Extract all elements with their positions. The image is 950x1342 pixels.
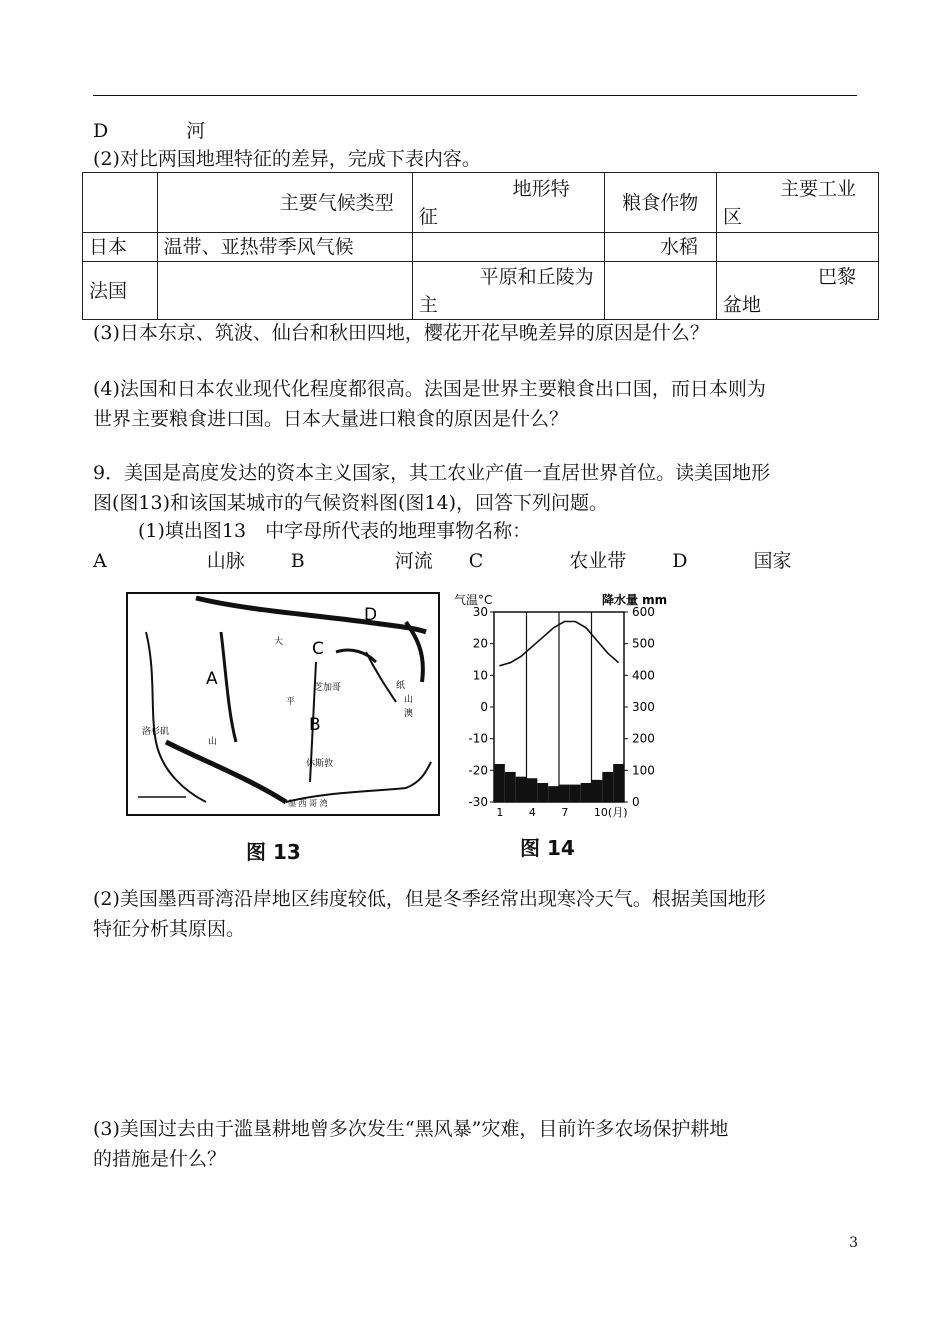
comparison-table xyxy=(82,172,879,320)
precip-bar xyxy=(494,764,505,802)
y-right-tick-label: 0 xyxy=(632,795,640,809)
map-label-houston: 休斯敦 xyxy=(306,759,334,769)
map-label-gulf: 墨 西 哥 湾 xyxy=(288,799,328,808)
precip-bar xyxy=(602,772,613,802)
page-number: 3 xyxy=(849,1235,858,1251)
fill-letter-b: B xyxy=(290,550,305,572)
cell-terrain xyxy=(412,233,604,262)
fill-answer-a: 山脉 xyxy=(206,550,245,572)
precip-bar xyxy=(527,778,538,802)
y-left-label: 气温°C xyxy=(454,593,493,607)
y-right-tick-label: 100 xyxy=(632,763,655,778)
precip-bar xyxy=(548,786,559,802)
y-left-tick-label: 10 xyxy=(472,668,488,683)
fig13-caption: 图 13 xyxy=(246,840,301,864)
fill-letter-c: C xyxy=(468,550,484,572)
precip-bar xyxy=(537,783,548,802)
map-label-da: 大 xyxy=(274,637,284,647)
y-right-label: 降水量 mm xyxy=(602,593,668,607)
map-label-d: D xyxy=(364,605,378,625)
y-right-tick-label: 600 xyxy=(632,605,655,619)
q9-intro-line2: 图(图13)和该国某城市的气候资料图(图14)，回答下列问题。 xyxy=(93,492,609,514)
precip-bar xyxy=(505,772,516,802)
map-label-la: 洛杉矶 xyxy=(142,727,170,737)
fill-letter-a: A xyxy=(93,550,107,572)
y-right-tick-label: 400 xyxy=(632,668,655,683)
y-right-tick-label: 200 xyxy=(632,731,655,746)
cell-terrain: 平原和丘陵为 主 xyxy=(412,262,604,320)
fill-answer-d: 国家 xyxy=(753,550,792,572)
cell-climate: 温带、亚热带季风气候 xyxy=(157,233,412,262)
precip-bar xyxy=(581,783,592,802)
q9-part2-line1: (2)美国墨西哥湾沿岸地区纬度较低，但是冬季经常出现寒冷天气。根据美国地形 xyxy=(93,888,766,910)
q8-part2-prompt: (2)对比两国地理特征的差异，完成下表内容。 xyxy=(93,148,481,170)
table-corner xyxy=(83,173,158,233)
fill-answer-c: 农业带 xyxy=(569,550,627,572)
q9-part2-line2: 特征分析其原因。 xyxy=(93,918,246,940)
th-terrain: 地形特 征 xyxy=(412,173,604,233)
precip-bar xyxy=(559,785,570,802)
q8-part4-line2: 世界主要粮食进口国。日本大量进口粮食的原因是什么？ xyxy=(93,408,569,430)
map-label-shan: 山 xyxy=(208,737,218,747)
cell-crop: 水稻 xyxy=(604,233,716,262)
th-crop: 粮食作物 xyxy=(604,173,716,233)
y-left-tick-label: -30 xyxy=(468,795,488,809)
y-left-tick-label: 0 xyxy=(480,700,488,714)
th-climate: 主要气候类型 xyxy=(157,173,412,233)
map-label-chicago: 芝加哥 xyxy=(314,683,342,693)
y-left-tick-label: -10 xyxy=(468,731,488,746)
q9-part3-line1: (3)美国过去由于滥垦耕地曾多次发生“黑风暴”灾难，目前许多农场保护耕地 xyxy=(93,1118,729,1140)
cell-climate xyxy=(157,262,412,320)
x-tick-label: 7 xyxy=(561,806,569,819)
cell-country: 日本 xyxy=(83,233,158,262)
map-label-shan2: 山 xyxy=(404,695,414,705)
cell-industry xyxy=(716,233,878,262)
y-right-tick-label: 500 xyxy=(632,636,655,651)
d-answer: 河 xyxy=(186,120,206,142)
q9-fill-line xyxy=(93,548,792,574)
map-label-b: B xyxy=(309,715,321,735)
header-rule xyxy=(93,95,857,96)
map-label-ping: 平 xyxy=(286,697,296,707)
y-left-tick-label: 20 xyxy=(472,636,488,651)
fill-letter-d: D xyxy=(672,550,688,572)
map-label-c: C xyxy=(312,639,324,659)
map-label-ao: 澳 xyxy=(404,709,414,719)
q8-part3: (3)日本东京、筑波、仙台和秋田四地，樱花开花早晚差异的原因是什么？ xyxy=(93,322,709,344)
y-right-tick-label: 300 xyxy=(632,700,655,714)
precip-bar xyxy=(516,777,527,802)
map-label-zhi: 纸 xyxy=(396,681,406,691)
x-tick-label: 10(月) xyxy=(593,806,628,819)
precip-bar xyxy=(592,780,603,802)
cell-country: 法国 xyxy=(83,262,158,320)
q9-intro-line1: 9．美国是高度发达的资本主义国家，其工农业产值一直居世界首位。读美国地形 xyxy=(93,462,771,484)
q9-part3-line2: 的措施是什么？ xyxy=(93,1148,227,1170)
map-label-a: A xyxy=(206,669,218,689)
cell-crop xyxy=(604,262,716,320)
precip-bar xyxy=(613,764,624,802)
cell-industry: 巴黎 盆地 xyxy=(716,262,878,320)
fig14-caption: 图 14 xyxy=(520,836,575,860)
x-tick-label: 1 xyxy=(496,806,504,819)
y-left-tick-label: -20 xyxy=(468,763,488,778)
fill-answer-b: 河流 xyxy=(394,550,433,572)
x-tick-label: 4 xyxy=(528,806,536,819)
y-left-tick-label: 30 xyxy=(472,605,488,619)
table-row xyxy=(83,262,879,320)
q9-part1-prompt: (1)填出图13 中字母所代表的地理事物名称： xyxy=(138,520,532,542)
table-row xyxy=(83,233,879,262)
climate-chart xyxy=(452,592,702,820)
q8-d-answer-line xyxy=(93,118,205,144)
d-label: D xyxy=(93,120,109,142)
th-industry: 主要工业 区 xyxy=(716,173,878,233)
q8-part4-line1: (4)法国和日本农业现代化程度都很高。法国是世界主要粮食出口国，而日本则为 xyxy=(93,378,766,400)
us-terrain-map xyxy=(126,592,440,816)
precip-bar xyxy=(570,785,581,802)
